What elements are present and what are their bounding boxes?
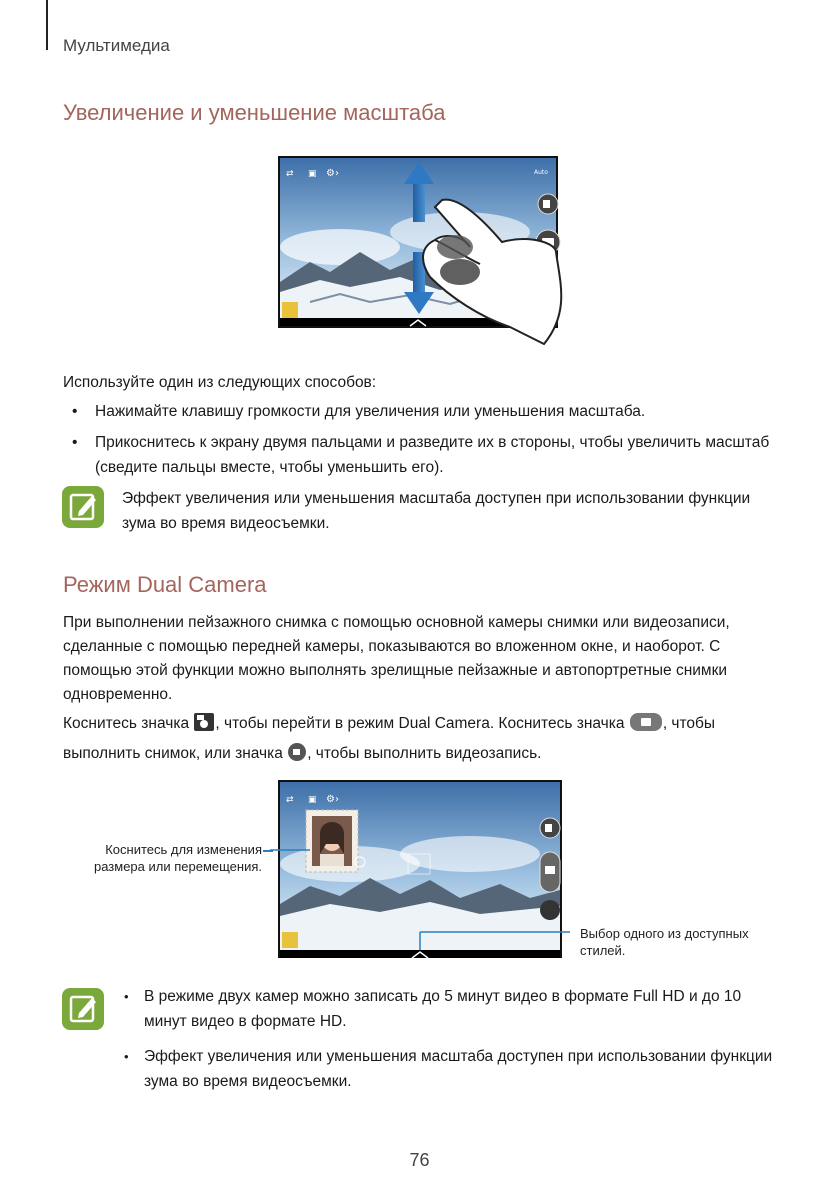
section-label: Мультимедиа bbox=[63, 36, 170, 55]
zoom-methods-list bbox=[63, 399, 773, 486]
callout-resize: Коснитесь для изменения размера или перемещения. bbox=[93, 842, 262, 874]
auto-mode-label: Auto bbox=[534, 169, 548, 176]
list-item: • Нажимайте клавишу громкости для увеличения или уменьшения масштаба. bbox=[63, 399, 773, 424]
shutter-icon bbox=[629, 712, 663, 741]
settings-icon: ⚙› bbox=[326, 168, 339, 179]
gallery-thumbnail bbox=[282, 302, 298, 318]
list-item: • Прикоснитесь к экрану двумя пальцами и разведите их в стороны, чтобы увеличить масштаб (сведите пальцы вместе, чтобы уменьшить его). bbox=[63, 430, 773, 480]
page-number: 76 bbox=[409, 1150, 430, 1170]
dual-camera-paragraph: При выполнении пейзажного снимка с помощью основной камеры снимки или видеозаписи, сделанные с помощью передней камеры, показываются во вложенном окне, и наоборот. С помощью этой функции можно выполнять зрелищные пейзажные и автопортретные снимки одновременно. bbox=[63, 614, 730, 703]
dual-camera-icon: ▣ bbox=[308, 795, 317, 805]
video-record-icon bbox=[287, 742, 307, 771]
zoom-intro: Используйте один из следующих способов: bbox=[63, 374, 377, 391]
header-rule bbox=[46, 0, 48, 50]
note-icon bbox=[62, 486, 104, 528]
dual-camera-screenshot bbox=[270, 774, 570, 964]
style-button bbox=[540, 900, 560, 920]
zoom-note: Эффект увеличения или уменьшения масштаба доступен при использовании функции зума во время видеосъемки. bbox=[122, 490, 751, 532]
dual-camera-heading: Режим Dual Camera bbox=[63, 572, 267, 597]
callout-styles: Выбор одного из доступных стилей. bbox=[580, 926, 749, 958]
settings-icon: ⚙› bbox=[326, 794, 339, 805]
list-item: • В режиме двух камер можно записать до 5 минут видео в формате Full HD и до 10 минут видео в формате HD. bbox=[118, 984, 788, 1034]
dual-camera-icon bbox=[193, 712, 215, 741]
camera-switch-icon: ⇄ bbox=[286, 795, 294, 805]
list-item: • Эффект увеличения или уменьшения масштаба доступен при использовании функции зума во время видеосъемки. bbox=[118, 1044, 788, 1094]
gallery-thumbnail bbox=[282, 932, 298, 948]
dual-camera-instructions: Коснитесь значка , чтобы перейти в режим Dual Camera. Коснитесь значка , чтобы выполнить снимок, или значка , чтобы выполнить видеозапись. bbox=[63, 711, 773, 771]
camera-switch-icon: ⇄ bbox=[286, 169, 294, 179]
note-icon bbox=[62, 988, 104, 1030]
dual-camera-notes bbox=[118, 984, 788, 1104]
zoom-screenshot bbox=[270, 152, 570, 352]
zoom-heading: Увеличение и уменьшение масштаба bbox=[63, 100, 446, 125]
dual-camera-icon: ▣ bbox=[308, 169, 317, 179]
